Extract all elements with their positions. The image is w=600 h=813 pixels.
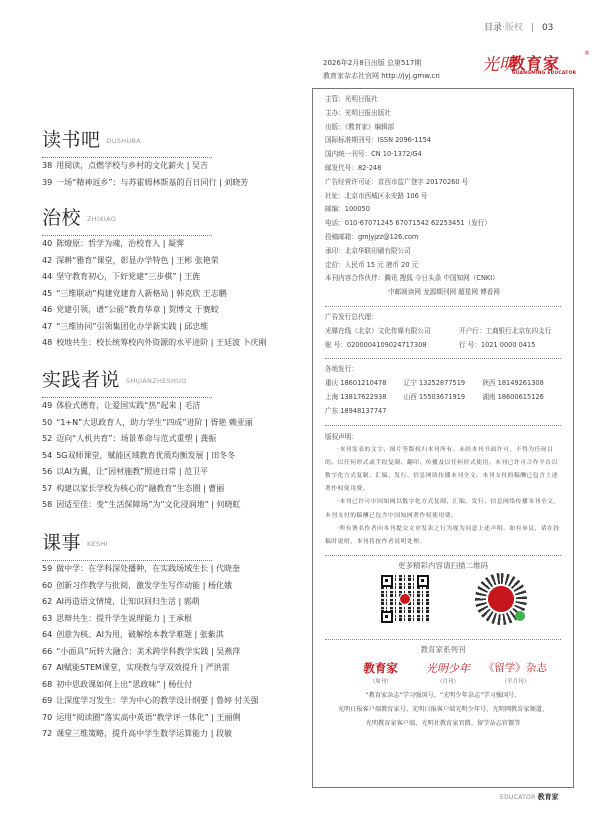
section-header-keshi [42,528,212,561]
divider [325,425,561,426]
toc-page: 66 [42,646,53,656]
masthead-line: 社址：北京市西城区永安路 106 号 [325,191,428,200]
series-item [414,661,481,685]
section-title: 实践者说 [42,369,121,391]
regional-contact: 重庆 18601210478 [325,379,387,388]
advertising-company: 光媒在线（北京）文化传媒有限公司 [325,326,431,335]
toc-text: “三维联动”构建党建育人新格局 | 韩克欣 王志鹏 [56,288,227,298]
toc-page: 60 [42,580,53,590]
toc-text: 以AI为翼，让“因材施教”照进日常 | 范卫平 [56,467,209,476]
masthead-line: 承印：北京华联印刷有限公司 [325,246,411,255]
toc-page: 42 [42,255,53,265]
section-list-dushuba [42,158,307,191]
masthead-line: 广告经营许可证：京西市监广登字 20170260 号 [325,177,469,186]
series-name: 光明少年 [425,662,470,676]
copyright-notice [325,430,561,550]
media-accounts [325,689,561,731]
series-title: 教育家系列刊 [420,645,466,655]
series-frequency: （月刊） [436,679,459,686]
regional-contact: 陕西 18149261308 [482,379,544,388]
website-line[interactable]: 教育家杂志社官网 http://jyj.gmw.cn [323,72,440,80]
toc-page: 68 [42,679,53,689]
masthead-line: 电话：010-67071245 67071542 62253451（发行） [325,219,491,228]
toc-item[interactable] [42,158,307,175]
qr-code-icon[interactable] [381,575,429,623]
toc-item[interactable] [42,431,307,448]
header-separator: | [530,23,534,33]
toc-text: AI再造语文情境，让知识回归生活 | 郭萌 [56,597,200,606]
logo-english-text: GUANGMING EDUCATOR [512,71,577,76]
qr-title: 更多精彩内容请扫描二维码 [398,561,488,571]
toc-item[interactable] [42,269,307,286]
regional-contact: 广东 18948137747 [325,406,387,415]
toc-item[interactable] [42,660,307,677]
educator-logo [482,50,592,80]
publication-info [323,57,440,83]
toc-page: 45 [42,288,53,298]
toc-item[interactable] [42,561,307,578]
toc-page: 56 [42,467,53,476]
toc-page: 67 [42,663,53,672]
header-subcategory: ·版权 [502,23,523,33]
toc-item[interactable] [42,464,307,481]
toc-page: 50 [42,417,53,427]
masthead-line: 主办：光明日报出版社 [325,108,391,117]
qr-codes [325,575,561,633]
accounts-line: 光明教育家客户端、光明社教育家官微、留学杂志官微等 [365,720,521,728]
copyright-paragraph: ·所有署名作者向本刊提交文章发表之行为视为同意上述声明。如有异议，请在投稿时说明，本刊将按作者说明处理。 [325,525,560,545]
toc-text: “小面具”玩转大融合：美术跨学科教学实践 | 吴燕萍 [56,646,241,656]
registered-mark-icon: ® [584,50,590,57]
toc-page: 39 [42,177,53,187]
toc-page: 48 [42,338,53,347]
toc-item[interactable] [42,398,307,415]
toc-text: 一场“精神返乡”：与苏霍姆林斯基的百日同行 | 刘晓芳 [56,177,249,187]
masthead-line: 邮编：100050 [325,205,370,214]
regional-contact: 山西 15503671919 [403,392,466,401]
toc-text: 党建引领，谱“公能”教育华章 | 贺博文 于赛蛟 [56,305,219,314]
header-category: 目录 [484,23,503,33]
toc-item[interactable] [42,415,307,432]
toc-page: 57 [42,483,53,493]
advertising-bank: 开户行：工商银行北京东四支行 [459,326,552,335]
toc-item[interactable] [42,594,307,611]
toc-page: 46 [42,305,53,314]
toc-page: 40 [42,239,53,248]
toc-text: 思辩共生：提升学生说理能力 | 王承根 [56,613,192,623]
series-name: 教育家 [363,661,398,676]
toc-item[interactable] [42,497,307,514]
toc-page: 69 [42,696,53,705]
section-header-zhixiao [42,203,212,236]
regional-contact: 上海 13817622938 [325,392,387,401]
page-number: 03 [541,23,554,33]
section-list-zhixiao [42,236,307,352]
toc-text: 校地共生：校长统筹校内外资源的水平进阶 | 王廷波 卜庆刚 [56,338,267,347]
masthead-line: 国际标准期刊号：ISSN 2096-1154 [325,136,432,145]
submission-email[interactable]: 投稿邮箱：gmjyjzz@126.com [325,232,419,241]
toc-item[interactable] [42,611,307,628]
section-title: 治校 [42,207,82,229]
toc-item[interactable] [42,253,307,270]
section-list-shijianzheshuo [42,398,307,514]
series-frequency: （周刊） [369,679,392,686]
section-subtitle: ZHIXIAO [87,215,117,223]
series-name: 《留学》杂志 [483,662,547,675]
toc-text: 运用“阅读圈”落实高中英语“教学评一体化” | 王丽俐 [56,712,241,722]
toc-page: 58 [42,500,53,509]
masthead-details [325,93,561,300]
masthead-line: 出版：《教育家》编辑部 [325,122,395,131]
toc-page: 62 [42,597,53,606]
toc-text: 陈燎原：哲学为魂，治校育人 | 凝霁 [56,239,184,248]
toc-item[interactable] [42,644,307,661]
series-frequency: （半月刊） [501,679,530,686]
toc-item[interactable] [42,627,307,644]
issue-line: 2026年2月8日出版 总第517期 [323,59,422,67]
toc-text: 深耕“雅育”课堂，彰显办学特色 | 王彬 张艳荣 [56,255,219,265]
toc-text: 因适至佳：变“生活保障场”为“文化浸润地” | 何晓虹 [56,500,241,509]
section-list-keshi [42,561,307,743]
toc-item[interactable] [42,710,307,727]
toc-text: “1+N”大思政育人，助力学生“四成”进阶 | 胥艳 赖亚丽 [56,417,253,427]
section-title: 读书吧 [42,129,101,151]
toc-text: 用阅读，点燃学校与乡村的文化薪火 | 吴吉 [56,161,208,170]
toc-page: 49 [42,401,53,410]
section-title: 课事 [42,532,82,554]
toc-text: 构建以家长学校为核心的“融教育”生态圈 | 曹丽 [56,483,225,493]
mini-program-code-icon[interactable] [475,573,527,625]
partners-line: 中邮阅读网 龙源期刊网 超星网 博看网 [388,288,500,297]
masthead-box [312,88,574,788]
series-item [347,661,414,685]
toc-text: 做中学：在学科深处播种，在实践场域生长 | 代晓奎 [56,564,240,573]
series-item [482,661,549,685]
footer-english: EDUCATOR [500,794,536,801]
toc-page: 72 [42,729,53,738]
copyright-title: 版权声明： [325,432,358,441]
masthead-line: 定价：人民币 15 元 港币 20 元 [325,260,419,269]
toc-text: “三维协同”引领集团化办学新实践 | 邱忠维 [56,321,209,331]
toc-text: 课堂三维策略，提升高中学生数学运算能力 | 段敏 [56,729,232,738]
toc-page: 44 [42,272,53,281]
divider [325,306,561,307]
toc-item[interactable] [42,578,307,595]
masthead-line: 主管：光明日报社 [325,95,378,103]
toc-item[interactable] [42,677,307,694]
toc-page: 52 [42,434,53,443]
toc-text: 让深度学习发生：学为中心的教学设计纲要 | 鲁婷 付关强 [56,696,259,705]
toc-text: 体验式德育，让爱国实践“热”起来 | 毛洁 [56,401,201,410]
toc-item[interactable] [42,481,307,498]
advertising-account: 账 号：0200004109024717308 [325,340,427,349]
toc-item[interactable] [42,319,307,336]
toc-item[interactable] [42,302,307,319]
toc-text: 迈向“人机共育”：场景革命与范式重塑 | 龚振 [56,434,217,443]
footer-chinese: 教育家 [537,793,559,801]
advertising-bank-no: 行 号：1021 0000 0415 [459,340,536,349]
toc-item[interactable] [42,335,307,352]
toc-text: 初中思政课如何上出“思政味” | 杨仕付 [56,679,193,689]
regional-contact: 湖南 18600615126 [482,392,544,401]
masthead-line: 邮发代号：82-248 [325,163,382,172]
regional-distribution [325,363,561,418]
toc-page: 54 [42,450,53,460]
wechat-mini-program-icon [515,611,525,621]
toc-item[interactable] [42,726,307,743]
toc-page: 47 [42,321,53,331]
toc-text: 创新习作教学与批阅，激发学生写作动能 | 杨化娥 [56,580,232,590]
toc-page: 64 [42,630,53,639]
masthead-line: 国内统一刊号：CN 10-1372/G4 [325,150,422,159]
toc-text: 创意为核、AI为用，破解绘本教学难题 | 张紫淇 [56,630,224,639]
regional-title: 各地发行： [325,365,358,374]
regional-contact: 辽宁 13252877519 [403,379,466,388]
toc-item[interactable] [42,236,307,253]
accounts-line: 光明日报客户端教育家号、光明日报客户端光明少年号、光明网教育家频道、 [337,706,549,714]
divider [325,639,561,640]
toc-item[interactable] [42,448,307,465]
advertising-agent [325,311,561,352]
toc-text: 5G双师课堂，赋能区域教育优质均衡发展 | 田冬冬 [56,450,236,460]
toc-text: 坚守教育初心，下好党建“三步棋” | 王旌 [56,272,201,281]
toc-item[interactable] [42,286,307,303]
masthead-line: 本刊内容合作伙伴：腾讯 搜狐 今日头条 中国知网（CNKI） [325,274,499,283]
logo-main-text: 教育家 [509,54,561,73]
series-list [325,661,561,685]
divider [325,358,561,359]
section-header-dushuba [42,125,212,158]
toc-item[interactable] [42,693,307,710]
section-subtitle: KESHI [87,540,108,548]
running-header [484,20,553,33]
accounts-line: “教育家杂志”学习强国号、“光明少年杂志”学习强国号、 [365,692,521,700]
divider [325,555,561,556]
section-subtitle: SHIJIANZHESHUO [126,377,187,385]
toc-page: 59 [42,564,53,573]
toc-text: AI赋能STEM课堂，实现教与学双效提升 | 严洪雷 [56,663,230,672]
toc-page: 38 [42,161,53,170]
copyright-paragraph: ·本刊发表的文字、图片等版权归本刊所有。未经本刊书面许可，不得为任何目的、以任何形式或手段复制、翻印、传播及以任何形式使用。本刊已许可合作平台以数字化方式复制、汇编、发行、信息网络传播本刊全文。本刊支付的稿酬已包含上述著作权使用费。 [325,446,558,493]
copyright-paragraph: ·本刊已许可中国知网以数字化方式复制、汇编、发行、信息网络传播本刊全文。本刊支付的稿酬已包含中国知网著作权使用费。 [325,499,560,519]
toc-page: 70 [42,712,53,722]
toc-item[interactable] [42,175,307,192]
advertising-title: 广告发行总代理： [325,312,378,321]
toc-page: 63 [42,613,53,623]
logo-brush-text: 光明 [482,55,516,75]
section-header-shijianzheshuo [42,365,212,398]
section-subtitle: DUSHUBA [106,137,142,145]
footer-brand [500,792,559,802]
